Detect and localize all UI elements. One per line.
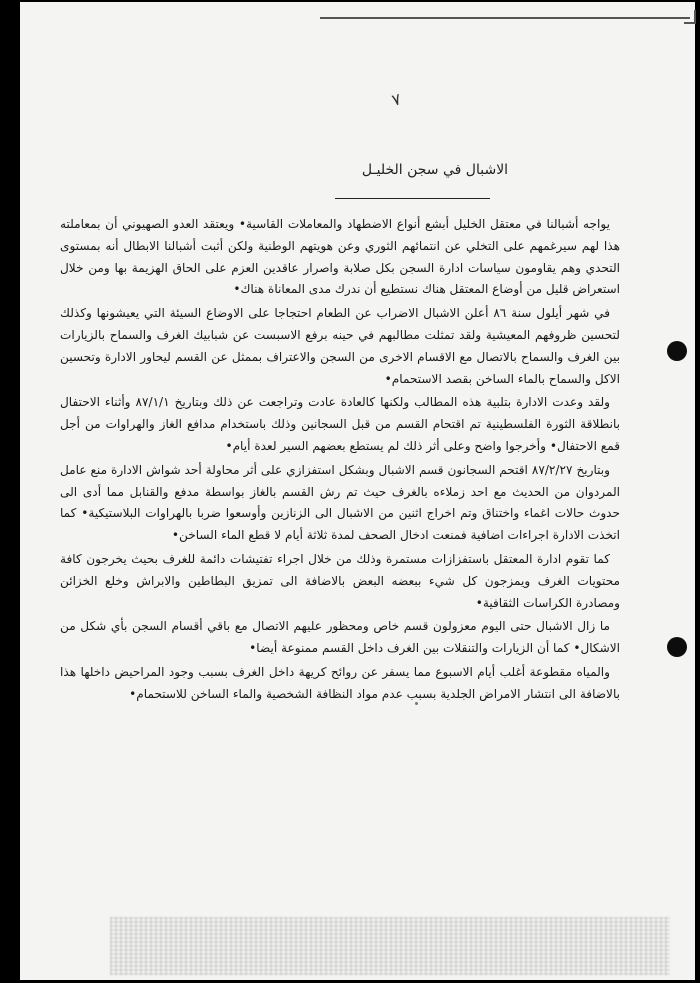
paragraph: وبتاريخ ٨٧/٢/٢٧ اقتحم السجانون قسم الاشبال وبشكل استفزازي على أثر محاولة أحد شواش الادارة منع عامل المردوان من الحديث مع احد زملاءه بالغرف حيث تم رش القسم بالغاز بواسطة مدفع والقنابل مما أدى الى حدوث حالات اغماء واختناق وتم اخراج اثنين من الاشبال الى الزنازين وأوسعوا ضربا بالهراوات البلاستيكية• كما اتخذت الادارة اجراءات اضافية فمنعت ادخال الصحف لمدة ثلاثة أيام لا قطع الماء الساخن• xyxy=(60,462,620,543)
document-page xyxy=(20,2,695,980)
paragraph: ما زال الاشبال حتى اليوم معزولون قسم خاص ومحظور عليهم الاتصال مع باقي أقسام السجن بأي شكل من الاشكال• كما أن الزيارات والتنقلات بين الغرف داخل القسم ممنوعة أيضا• xyxy=(60,619,620,656)
top-border-line xyxy=(320,17,690,19)
body-text xyxy=(60,214,620,708)
corner-crop-mark xyxy=(684,10,696,24)
title-underline xyxy=(335,198,490,199)
paragraph: والمياه مقطوعة أغلب أيام الاسبوع مما يسفر عن روائح كريهة داخل الغرف بسبب وجود المراحيض داخلها هذا بالاضافة الى انتشار الامراض الجلدية بسبب عدم مواد النظافة الشخصية والماء الساخن للاستحمام• xyxy=(60,664,620,701)
document-title: الاشبال في سجن الخليـل xyxy=(361,162,509,178)
paragraph: ولقد وعدت الادارة بتلبية هذه المطالب ولكنها كالعادة عادت وتراجعت عن ذلك وبتاريخ ٨٧/١/١ وأثناء الاحتفال بانطلاقة الثورة الفلسطينية تم اقتحام القسم من قبل السجانين وذلك باستخدام مدافع الغاز والهراوات من أجل قمع الاحتفال• وأخرجوا واضح وعلى أثر ذلك لم يستطع بعضهم السير لعدة أيام• xyxy=(60,395,620,453)
paragraph: كما تقوم ادارة المعتقل باستفزازات مستمرة وذلك من خلال اجراء تفتيشات دائمة للغرف بحيث يخرجون كافة محتويات الغرف ويمزجون كل شيء ببعضه البعض بالاضافة الى تمزيق البطاطين والابراش وخلع الخزائن ومصادرة الكراسات الثقافية• xyxy=(60,551,620,610)
page-number: ٧ xyxy=(389,89,403,110)
punch-hole xyxy=(667,341,687,361)
scan-speck xyxy=(415,702,418,705)
scan-smudge xyxy=(110,917,670,975)
punch-hole xyxy=(667,637,687,657)
paragraph: يواجه أشبالنا في معتقل الخليل أبشع أنواع الاضطهاد والمعاملات القاسية• ويعتقد العدو الصهيوني أن بمعاملته هذا لهم سيرغمهم على التخلي عن انتمائهم الثوري وعن هويتهم الوطنية ولكن أثبت أشبالنا الابطال أنه بمستوى التحدي وهم يقاومون سياسات ادارة السجن بكل صلابة واصرار عاقدين العزم على الحاق الهزيمة بها ومن خلال استعراض قليل من أوضاع المعتقل هناك نستطيع أن ندرك مدى المعاناة هناك• xyxy=(60,217,620,297)
paragraph: في شهر أيلول سنة ٨٦ أعلن الاشبال الاضراب عن الطعام احتجاجا على الاوضاع السيئة التي يعيشونها وكذلك لتحسين ظروفهم المعيشية ولقد تمثلت مطالبهم في حينه برفع الاسبست عن شبابيك الغرف والسماح بالزيارات بين الغرف والسماح بالاتصال مع الاقسام الاخرى من السجن والاعتراف بممثل عن القسم ليحاور الادارة وتحسين الاكل والسماح بالماء الساخن بقصد الاستحمام• xyxy=(60,306,620,386)
